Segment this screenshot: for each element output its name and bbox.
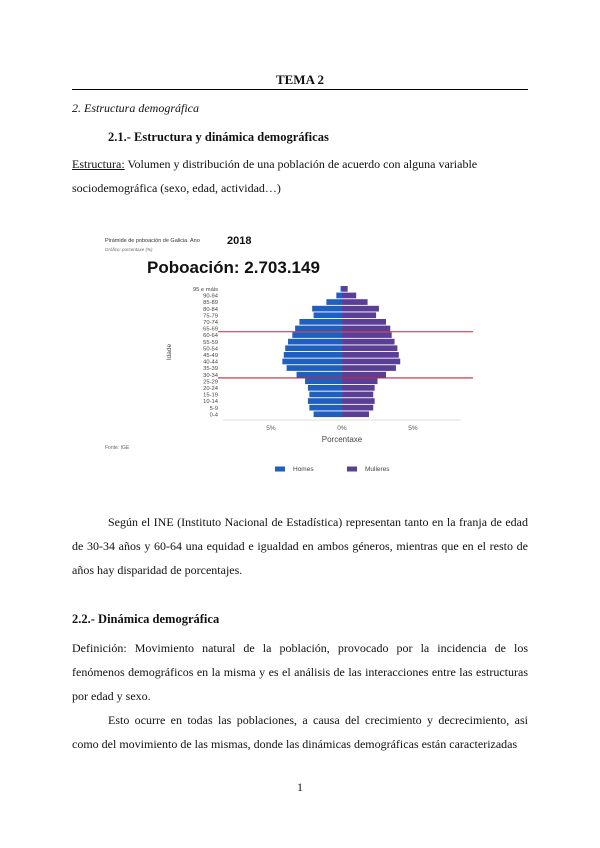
legend-label-homes: Homes [293, 466, 314, 473]
population-pyramid-chart [105, 230, 473, 485]
pyramid-bar-homes [282, 359, 342, 365]
pyramid-bar-mulleres [342, 372, 386, 378]
age-tick-label: 60-64 [203, 333, 218, 340]
paragraph-ine: Según el INE (Instituto Nacional de Estadística) representan tanto en la franja de edad de 30-34 años y 60-64 una equidad e igualdad en ambos géneros, mientras que en el resto de años hay disparidad de porcentajes. [72, 515, 528, 577]
age-tick-label: 80-84 [203, 306, 218, 313]
pyramid-bar-homes [309, 405, 342, 411]
pyramid-bar-mulleres [342, 306, 379, 312]
pyramid-bar-homes [341, 286, 342, 292]
pyramid-bar-homes [308, 398, 342, 404]
pyramid-bar-mulleres [342, 332, 392, 338]
pyramid-bar-mulleres [342, 405, 373, 411]
pyramid-bar-mulleres [342, 326, 390, 332]
x-tick-label: 0% [337, 425, 347, 432]
document-title: TEMA 2 [275, 72, 325, 87]
pyramid-bar-mulleres [342, 339, 395, 345]
pyramid-bar-homes [326, 299, 342, 305]
section-heading: 2. Estructura demográfica [72, 101, 199, 115]
age-tick-label: 90-94 [203, 293, 218, 300]
legend-swatch-mulleres [347, 467, 357, 472]
age-tick-label: 45-49 [203, 353, 218, 359]
pyramid-bar-homes [288, 339, 342, 345]
legend-swatch-homes [275, 467, 285, 472]
pyramid-bar-mulleres [342, 378, 378, 384]
age-tick-label: 0-4 [209, 412, 218, 419]
chart-subtitle: Gráfico: porcentaxe (%) [105, 247, 153, 252]
pyramid-bar-homes [308, 385, 342, 391]
pyramid-bar-homes [292, 332, 342, 338]
pyramid-bar-mulleres [342, 345, 397, 351]
pyramid-bar-mulleres [342, 392, 373, 398]
definition-text: Volumen y distribución de una población de acuerdo con alguna variable sociodemográfica (sexo, edad, actividad…) [72, 157, 478, 195]
pyramid-bar-homes [314, 312, 342, 318]
pyramid-bar-homes [309, 392, 342, 398]
pyramid-bar-mulleres [342, 299, 368, 305]
age-tick-label: 15-19 [203, 392, 218, 399]
pyramid-bar-mulleres [342, 293, 356, 299]
age-tick-label: 70-74 [203, 320, 218, 326]
legend-label-mulleres: Mulleres [365, 466, 390, 473]
age-tick-label: 10-14 [203, 399, 218, 406]
section2-heading: 2.2.- Dinámica demográfica [72, 612, 220, 626]
pyramid-bar-homes [287, 365, 342, 371]
title-rule [72, 89, 528, 90]
page-number: 1 [297, 780, 303, 794]
age-tick-label: 65-69 [203, 326, 218, 333]
pyramid-bar-mulleres [342, 312, 376, 318]
pyramid-bar-mulleres [342, 385, 375, 391]
pyramid-bar-homes [285, 345, 342, 351]
x-tick-label: 5% [408, 425, 418, 432]
chart-headline: Poboación: 2.703.149 [147, 258, 320, 277]
pyramid-bar-mulleres [342, 365, 396, 371]
x-axis-label: Porcentaxe [321, 435, 363, 444]
pyramid-bar-homes [314, 411, 342, 417]
pyramid-bar-homes [295, 326, 342, 332]
age-tick-label: 85-89 [203, 300, 218, 307]
age-tick-label: 95 e máis [192, 287, 218, 293]
pyramid-bar-mulleres [342, 319, 386, 325]
chart-source: Fonte: IGE [105, 445, 130, 451]
pyramid-bar-homes [336, 293, 342, 299]
age-tick-label: 75-79 [203, 313, 218, 320]
chart-title-small: Pirámide de poboación de Galicia. Ano [105, 238, 200, 244]
pyramid-bar-mulleres [342, 352, 399, 358]
pyramid-bar-homes [299, 319, 342, 325]
pyramid-bar-mulleres [342, 286, 348, 292]
definition-dynamics: Definición: Movimiento natural de la población, provocado por la incidencia de los fenómenos demográficos en la misma y es el análisis de las interacciones entre las estructuras por edad y sexo. [72, 641, 528, 703]
pyramid-bar-mulleres [342, 359, 400, 365]
paragraph-growth: Esto ocurre en todas las poblaciones, a causa del crecimiento y decrecimiento, asi como del movimiento de las mismas, donde las dinámicas demográficas están caracterizadas [72, 713, 528, 751]
x-tick-label: 5% [266, 425, 276, 432]
chart-title-year: 2018 [227, 235, 252, 247]
pyramid-bar-mulleres [342, 398, 375, 404]
age-tick-label: 20-24 [203, 386, 218, 392]
age-tick-label: 55-59 [203, 339, 218, 346]
pyramid-bar-homes [297, 372, 342, 378]
age-tick-label: 40-44 [203, 359, 218, 366]
pyramid-bar-homes [312, 306, 342, 312]
definition-structure [72, 152, 528, 200]
age-tick-label: 50-54 [203, 346, 218, 353]
age-tick-label: 25-29 [203, 379, 218, 386]
definition-term: Estructura: [72, 157, 125, 171]
age-tick-label: 35-39 [203, 366, 218, 373]
age-tick-label: 30-34 [203, 372, 218, 379]
subsection-heading: 2.1.- Estructura y dinámica demográficas [108, 130, 329, 144]
pyramid-bar-mulleres [342, 411, 369, 417]
age-tick-label: 5-9 [209, 405, 218, 412]
pyramid-bar-homes [305, 378, 342, 384]
pyramid-bar-homes [284, 352, 342, 358]
y-axis-label: Idade [166, 343, 173, 361]
